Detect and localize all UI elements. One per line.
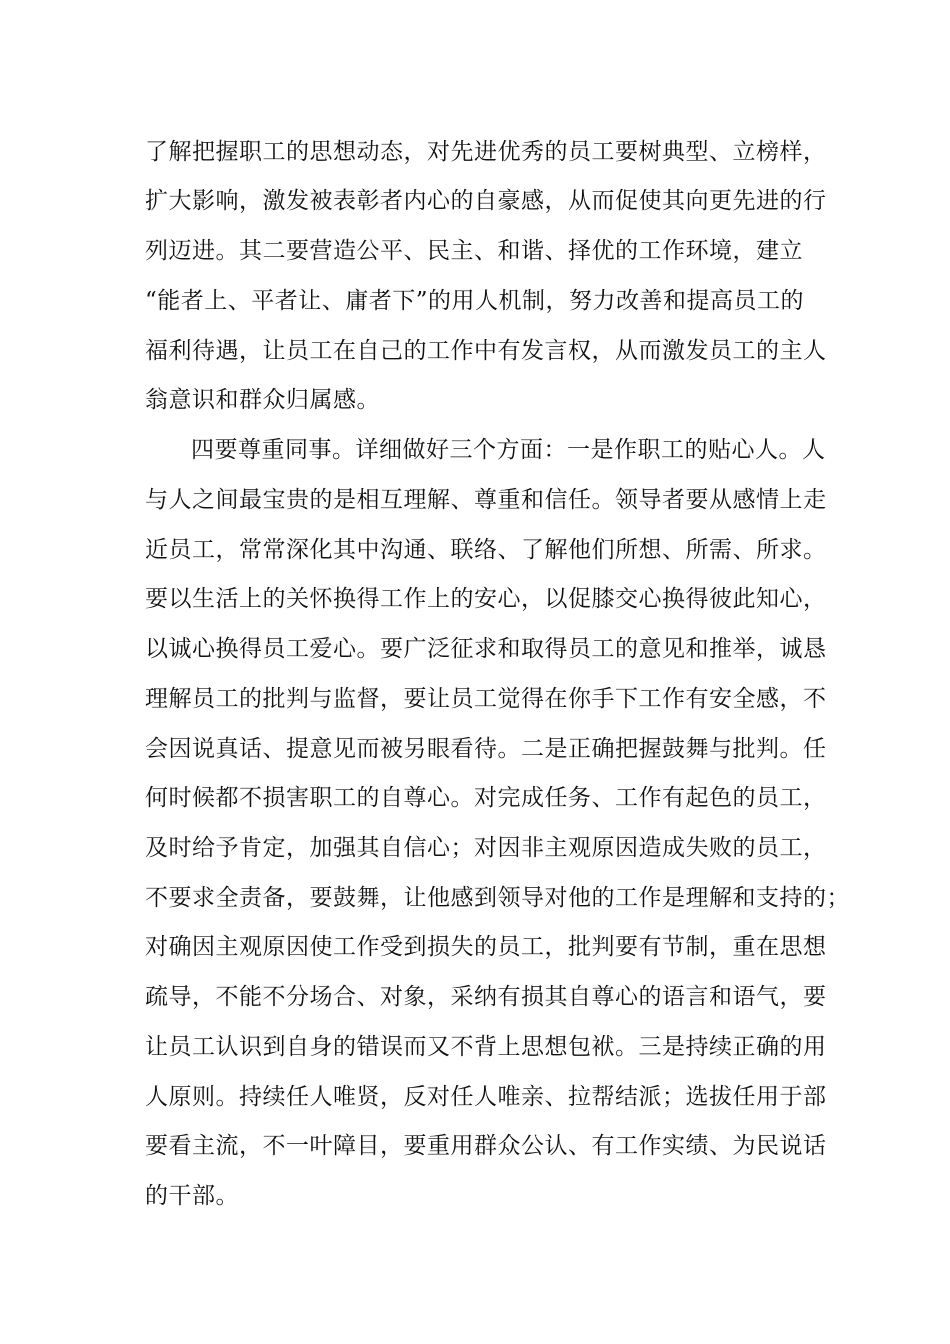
paragraph-2-line-7: 会因说真话、提意见而被另眼看待。二是正确把握鼓舞与批判。任	[145, 736, 827, 762]
paragraph-2-line-10: 不要求全责备，要鼓舞，让他感到领导对他的工作是理解和支持的；	[145, 885, 850, 911]
paragraph-1-line-2: 扩大影响，激发被表彰者内心的自豪感，从而促使其向更先进的行	[145, 188, 827, 214]
paragraph-2-line-9: 及时给予肯定，加强其自信心；对因非主观原因造成失败的员工，	[145, 835, 827, 861]
paragraph-2-line-2: 与人之间最宝贵的是相互理解、尊重和信任。领导者要从感情上走	[145, 487, 827, 513]
paragraph-2-line-14: 人原则。持续任人唯贤，反对任人唯亲、拉帮结派；选拔任用于部	[145, 1084, 827, 1110]
paragraph-1-line-3: 列迈进。其二要营造公平、民主、和谐、择优的工作环境，建立	[145, 238, 803, 264]
paragraph-2-line-3: 近员工，常常深化其中沟通、联络、了解他们所想、所需、所求。	[145, 537, 827, 563]
paragraph-2-line-1: 四要尊重同事。详细做好三个方面：一是作职工的贴心人。人	[191, 437, 826, 463]
paragraph-2-line-5: 以诚心换得员工爱心。要广泛征求和取得员工的意见和推举，诚恳	[145, 636, 827, 662]
paragraph-1-line-4: “能者上、平者让、庸者下”的用人机制，努力改善和提高员工的	[145, 288, 805, 314]
paragraph-1-line-5: 福利待遇，让员工在自己的工作中有发言权，从而激发员工的主人	[145, 338, 827, 364]
paragraph-1-line-1: 了解把握职工的思想动态，对先进优秀的员工要树典型、立榜样，	[145, 139, 827, 165]
paragraph-2-line-8: 何时候都不损害职工的自尊心。对完成任务、工作有起色的员工，	[145, 785, 827, 811]
paragraph-2-line-15: 要看主流，不一叶障目，要重用群众公认、有工作实绩、为民说话	[145, 1133, 827, 1159]
paragraph-2-line-16: 的干部。	[145, 1183, 239, 1209]
paragraph-2-line-4: 要以生活上的关怀换得工作上的安心，以促膝交心换得彼此知心，	[145, 586, 827, 612]
paragraph-1-line-6: 翁意识和群众归属感。	[145, 387, 380, 413]
paragraph-2-line-13: 让员工认识到自身的错误而又不背上思想包袱。三是持续正确的用	[145, 1034, 827, 1060]
paragraph-2-line-12: 疏导，不能不分场合、对象，采纳有损其自尊心的语言和语气，要	[145, 984, 827, 1010]
paragraph-2-line-6: 理解员工的批判与监督，要让员工觉得在你手下工作有安全感，不	[145, 686, 827, 712]
paragraph-2-line-11: 对确因主观原因使工作受到损失的员工，批判要有节制，重在思想	[145, 934, 827, 960]
